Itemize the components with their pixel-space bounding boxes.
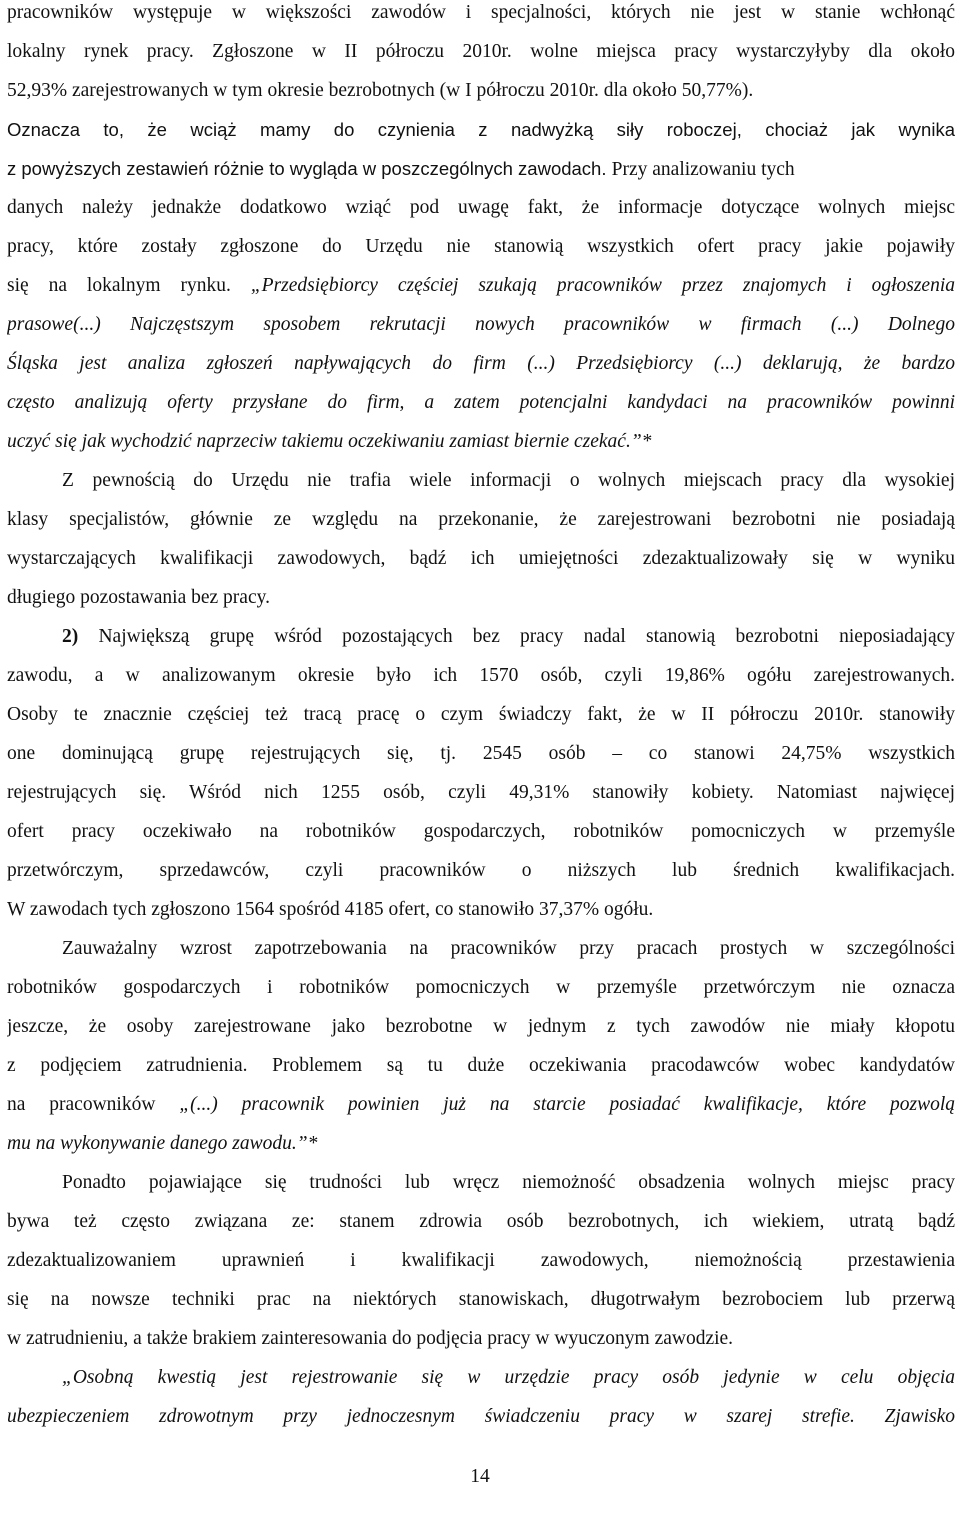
text-line: się na nowsze techniki prac na niektórych stanowiskach, długotrwałym bezrobociem lub przerwą	[7, 1289, 955, 1310]
quote-span: „(...) pracownik powinien już na starcie posiadać kwalifikacje, które pozwolą	[179, 1094, 955, 1115]
text-line: klasy specjalistów, głównie ze względu na przekonanie, że zarejestrowani bezrobotni nie posiadają	[7, 509, 955, 530]
text-line: wystarczających kwalifikacji zawodowych, bądź ich umiejętności zdezaktualizowały się w wyniku	[7, 548, 955, 569]
text-line	[7, 150, 955, 188]
text-span: Największą grupę wśród pozostających bez pracy nadal stanowią bezrobotni nieposiadający	[98, 626, 955, 647]
text-line	[7, 267, 955, 305]
quote-line: ubezpieczeniem zdrowotnym przy jednoczesnym świadczeniu pracy w szarej strefie. Zjawisko	[7, 1406, 955, 1427]
text-line: bywa też często związana ze: stanem zdrowia osób bezrobotnych, ich wiekiem, utratą bądź	[7, 1211, 955, 1232]
quote-line: „Osobną kwestią jest rejestrowanie się w urzędzie pracy osób jedynie w celu objęcia	[62, 1367, 955, 1388]
text-line: długiego pozostawania bez pracy.	[7, 587, 270, 608]
text-line: zdezaktualizowaniem uprawnień i kwalifikacji zawodowych, niemożnością przestawienia	[7, 1250, 955, 1271]
text-line: W zawodach tych zgłoszono 1564 spośród 4185 ofert, co stanowiło 37,37% ogółu.	[7, 899, 654, 920]
text-span: Przy analizowaniu tych	[611, 159, 795, 180]
text-line: ofert pracy oczekiwało na robotników gospodarczych, robotników pomocniczych w przemyśle	[7, 821, 955, 842]
text-line: Zauważalny wzrost zapotrzebowania na pracowników przy pracach prostych w szczególności	[62, 938, 955, 959]
section-number: 2)	[62, 626, 79, 647]
text-line: z podjęciem zatrudnienia. Problemem są tu duże oczekiwania pracodawców wobec kandydatów	[7, 1055, 955, 1076]
text-line: jeszcze, że osoby zarejestrowane jako bezrobotne w jednym z tych zawodów nie miały kłopotu	[7, 1016, 955, 1037]
page-number: 14	[470, 1466, 490, 1487]
text-line: robotników gospodarczych i robotników pomocniczych w przemyśle przetwórczym nie oznacza	[7, 977, 955, 998]
text-line: w zatrudnieniu, a także brakiem zainteresowania do podjęcia pracy w wyuczonym zawodzie.	[7, 1328, 734, 1349]
text-line: danych należy jednakże dodatkowo wziąć pod uwagę fakt, że informacje dotyczące wolnych miejsc	[7, 197, 955, 218]
text-line	[7, 1086, 955, 1124]
quote-line: Śląska jest analiza zgłoszeń napływających do firm (...) Przedsiębiorcy (...) deklarują, że bardzo	[7, 353, 955, 374]
text-line	[62, 618, 955, 656]
text-line: zawodu, a w analizowanym okresie było ich 1570 osób, czyli 19,86% ogółu zarejestrowanych.	[7, 665, 955, 686]
quote-line: mu na wykonywanie danego zawodu.”*	[7, 1133, 318, 1154]
quote-span: „Przedsiębiorcy częściej szukają pracowników przez znajomych i ogłoszenia	[250, 275, 955, 296]
quote-line: prasowe(...) Najczęstszym sposobem rekrutacji nowych pracowników w firmach (...) Dolnego	[7, 314, 955, 335]
text-line: rejestrujących się. Wśród nich 1255 osób, czyli 49,31% stanowiły kobiety. Natomiast najwięcej	[7, 782, 955, 803]
text-line: Osoby te znacznie częściej też tracą pracę o czym świadczy fakt, że w II półroczu 2010r. stanowiły	[7, 704, 955, 725]
quote-line: uczyć się jak wychodzić naprzeciw takiemu oczekiwaniu zamiast biernie czekać.”*	[7, 431, 652, 452]
text-line: Ponadto pojawiające się trudności lub wręcz niemożność obsadzenia wolnych miejsc pracy	[62, 1172, 955, 1193]
text-line: Z pewnością do Urzędu nie trafia wiele informacji o wolnych miejscach pracy dla wysokiej	[62, 470, 955, 491]
text-span: z powyższych zestawień różnie to wygląda w poszczególnych zawodach.	[7, 158, 607, 179]
quote-line: często analizują oferty przysłane do firm, a zatem potencjalni kandydaci na pracowników powinni	[7, 392, 955, 413]
text-line: przetwórczym, sprzedawców, czyli pracowników o niższych lub średnich kwalifikacjach.	[7, 860, 955, 881]
text-line: 52,93% zarejestrowanych w tym okresie bezrobotnych (w I półroczu 2010r. dla około 50,77%).	[7, 80, 754, 101]
text-line: one dominującą grupę rejestrujących się, tj. 2545 osób – co stanowi 24,75% wszystkich	[7, 743, 955, 764]
text-span: się na lokalnym rynku.	[7, 275, 231, 296]
text-line: pracy, które zostały zgłoszone do Urzędu nie stanowią wszystkich ofert pracy jakie pojawiły	[7, 236, 955, 257]
text-line: pracowników występuje w większości zawodów i specjalności, których nie jest w stanie wchłonąć	[7, 2, 955, 23]
text-span: na pracowników	[7, 1094, 156, 1115]
text-line: lokalny rynek pracy. Zgłoszone w II półroczu 2010r. wolne miejsca pracy wystarczyłyby dla około	[7, 41, 955, 62]
text-line: Oznacza to, że wciąż mamy do czynienia z nadwyżką siły roboczej, chociaż jak wynika	[7, 119, 955, 140]
